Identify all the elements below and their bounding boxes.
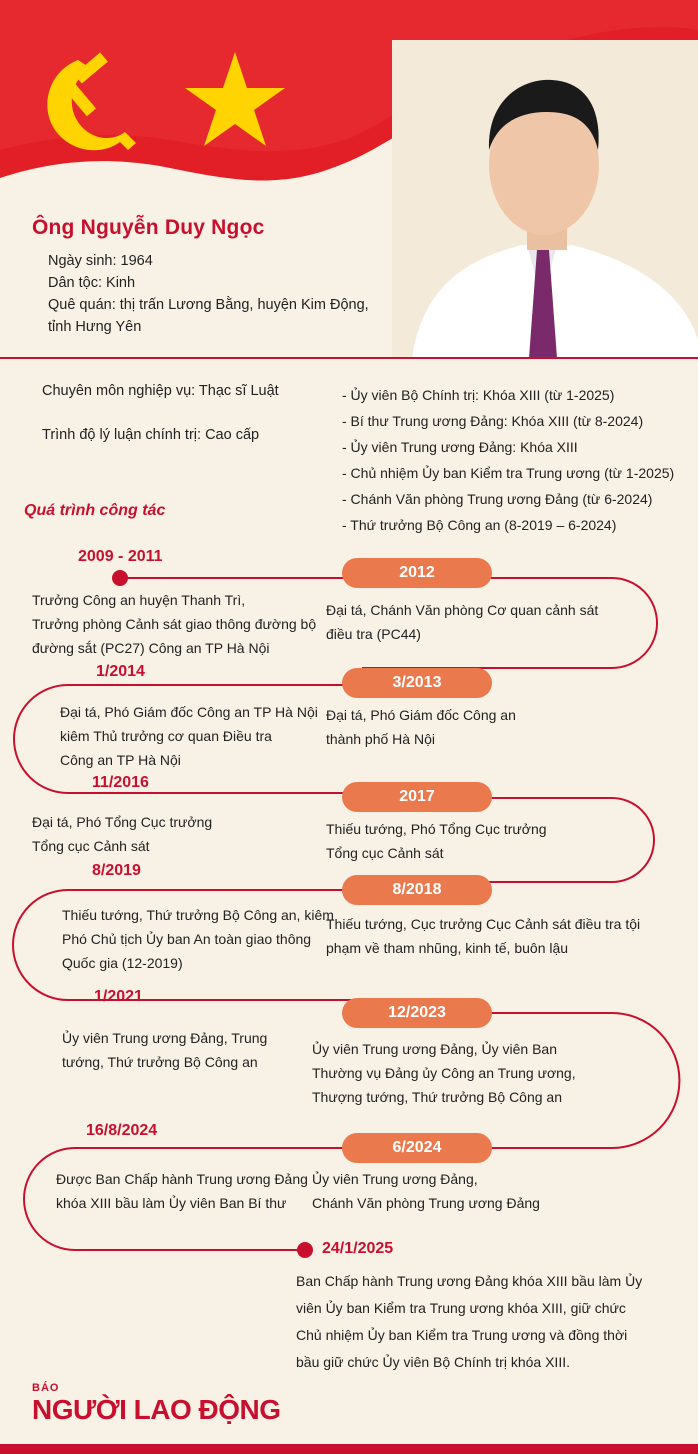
- timeline-text: Ủy viên Trung ương Đảng, Ủy viên Ban Thường vụ Đảng ủy Công an Trung ương, Thượng tướng, Thứ trưởng Bộ Công an: [312, 1041, 576, 1105]
- timeline-text: Đại tá, Phó Giám đốc Công an TP Hà Nội kiêm Thủ trưởng cơ quan Điều tra Công an TP Hà Nội: [60, 704, 318, 768]
- timeline-year: 1/2021: [94, 988, 143, 1005]
- timeline-year: 8/2019: [92, 862, 141, 879]
- timeline-text: Thiếu tướng, Phó Tổng Cục trưởng Tổng cục Cảnh sát: [326, 821, 547, 861]
- timeline-year-pill: 6/2024: [342, 1133, 492, 1163]
- person-name: Ông Nguyễn Duy Ngọc: [32, 216, 265, 239]
- timeline-dot: [112, 570, 128, 586]
- divider: [0, 357, 698, 359]
- hometown-info: Quê quán: thị trấn Lương Bằng, huyện Kim Động,: [48, 297, 369, 313]
- bottom-bar: [0, 1444, 698, 1454]
- timeline-text: Ban Chấp hành Trung ương Đảng khóa XIII bầu làm Ủy viên Ủy ban Kiểm tra Trung ương khóa XIII, giữ chức Chủ nhiệm Ủy ban Kiểm tra Trung ương và đồng thời bầu giữ chức Ủy viên Bộ Chính trị khóa XIII.: [296, 1273, 643, 1370]
- timeline-year: 24/1/2025: [322, 1240, 394, 1257]
- timeline-year: 16/8/2024: [86, 1122, 158, 1139]
- timeline-text: Được Ban Chấp hành Trung ương Đảng khóa XIII bầu làm Ủy viên Ban Bí thư: [56, 1171, 308, 1211]
- timeline-text: Đại tá, Chánh Văn phòng Cơ quan cảnh sát điều tra (PC44): [326, 602, 599, 642]
- timeline-year-pill: 3/2013: [342, 668, 492, 698]
- position-item: - Bí thư Trung ương Đảng: Khóa XIII (từ 8-2024): [342, 413, 644, 429]
- positions-list: [342, 382, 674, 538]
- expertise-info: Chuyên môn nghiệp vụ: Thạc sĩ Luật: [42, 383, 279, 399]
- timeline-year: 1/2014: [96, 663, 145, 680]
- newspaper-logo-small: BÁO: [32, 1382, 60, 1394]
- timeline-text: Thiếu tướng, Thứ trưởng Bộ Công an, kiêm Phó Chủ tịch Ủy ban An toàn giao thông Quốc gia (12-2019): [62, 907, 334, 971]
- timeline-year-pill: 2017: [342, 782, 492, 812]
- position-item: - Ủy viên Bộ Chính trị: Khóa XIII (từ 1-2025): [342, 387, 615, 403]
- position-item: - Ủy viên Trung ương Đảng: Khóa XIII: [342, 439, 578, 455]
- timeline-dot: [297, 1242, 313, 1258]
- political-level-info: Trình độ lý luận chính trị: Cao cấp: [42, 427, 260, 443]
- timeline-text: Đại tá, Phó Tổng Cục trưởng Tổng cục Cảnh sát: [32, 814, 213, 854]
- ethnicity-info: Dân tộc: Kinh: [48, 275, 136, 291]
- newspaper-logo: NGƯỜI LAO ĐỘNG: [32, 1394, 281, 1425]
- timeline-text: Ủy viên Trung ương Đảng, Chánh Văn phòng Trung ương Đảng: [312, 1171, 540, 1211]
- timeline-text: Ủy viên Trung ương Đảng, Trung tướng, Thứ trưởng Bộ Công an: [62, 1030, 268, 1070]
- timeline-year-pill: 8/2018: [342, 875, 492, 905]
- hometown-info-line2: tỉnh Hưng Yên: [48, 319, 142, 335]
- timeline-text: Trưởng Công an huyện Thanh Trì, Trưởng phòng Cảnh sát giao thông đường bộ đường sắt (PC27) Công an TP Hà Nội: [32, 592, 317, 656]
- position-item: - Chủ nhiệm Ủy ban Kiểm tra Trung ương (từ 1-2025): [342, 465, 675, 481]
- timeline-year-pill: 2012: [342, 558, 492, 588]
- timeline-text: Thiếu tướng, Cục trưởng Cục Cảnh sát điều tra tội phạm về tham nhũng, kinh tế, buôn lậu: [326, 916, 641, 956]
- position-item: - Thứ trưởng Bộ Công an (8-2019 – 6-2024): [342, 517, 617, 533]
- timeline-year-pill: 12/2023: [342, 998, 492, 1028]
- timeline-text: Đại tá, Phó Giám đốc Công an thành phố Hà Nội: [326, 707, 516, 747]
- position-item: - Chánh Văn phòng Trung ương Đảng (từ 6-2024): [342, 491, 653, 507]
- timeline-year: 11/2016: [92, 774, 149, 791]
- birth-info: Ngày sinh: 1964: [48, 253, 153, 269]
- timeline-year: 2009 - 2011: [78, 548, 163, 565]
- section-title: Quá trình công tác: [24, 502, 166, 519]
- portrait-photo: [392, 40, 698, 358]
